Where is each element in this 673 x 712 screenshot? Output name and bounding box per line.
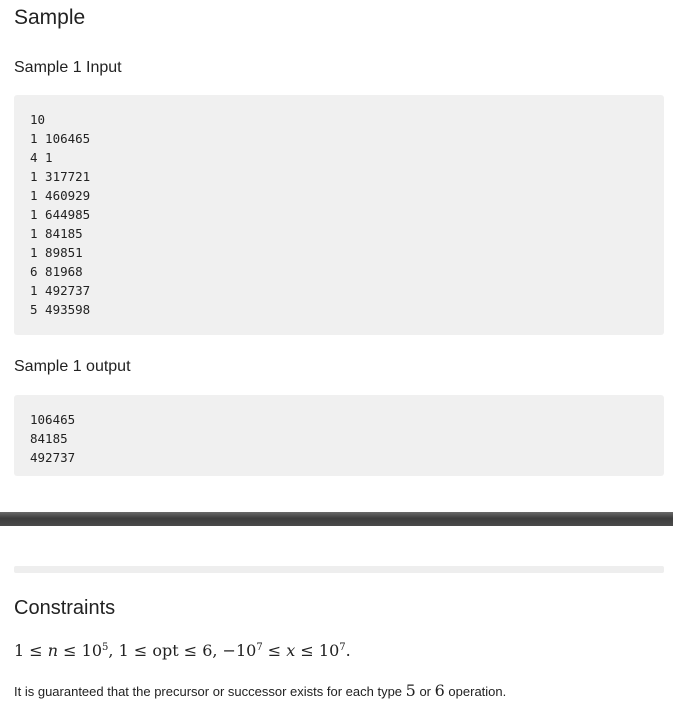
- sample1-input-label: Sample 1 Input: [14, 59, 122, 76]
- input-line: 4 1: [30, 150, 53, 165]
- constraints-formula: [14, 641, 351, 660]
- input-line: 1 317721: [30, 169, 91, 184]
- sample1-output-codeblock[interactable]: [14, 395, 664, 476]
- math-var-x: x: [286, 641, 296, 660]
- math-var-n: n: [47, 641, 59, 660]
- input-line: 1 84185: [30, 226, 83, 241]
- light-divider: [14, 566, 664, 573]
- output-line: 492737: [30, 450, 76, 465]
- guarantee-after: operation.: [444, 684, 507, 699]
- input-line: 1 460929: [30, 188, 91, 203]
- sample1-input-codeblock[interactable]: [14, 95, 664, 335]
- math-text: ≤ 10: [58, 641, 103, 660]
- guarantee-before: It is guaranteed that the precursor or successor exists for each type: [14, 684, 406, 699]
- guarantee-mid: or: [415, 684, 435, 699]
- math-exponent: 7: [339, 642, 346, 653]
- output-line: 106465: [30, 412, 76, 427]
- math-text: ≤: [262, 641, 287, 660]
- guarantee-num-5: 5: [405, 681, 416, 700]
- input-line: 5 493598: [30, 302, 91, 317]
- guarantee-num-6: 6: [434, 681, 445, 700]
- section-divider-bar: [0, 512, 673, 526]
- input-line: 1 106465: [30, 131, 91, 146]
- input-line: 6 81968: [30, 264, 83, 279]
- math-text: , 1 ≤ opt ≤ 6, −10: [108, 641, 257, 660]
- sample1-output-label: Sample 1 output: [14, 358, 131, 375]
- output-line: 84185: [30, 431, 68, 446]
- input-line: 1 644985: [30, 207, 91, 222]
- math-text: ≤ 10: [295, 641, 340, 660]
- input-line: 10: [30, 112, 46, 127]
- sample-heading: Sample: [14, 6, 86, 29]
- math-exponent: 5: [102, 642, 109, 653]
- guarantee-text: [14, 681, 506, 700]
- input-line: 1 492737: [30, 283, 91, 298]
- math-exponent: 7: [256, 642, 263, 653]
- constraints-heading: Constraints: [14, 597, 116, 619]
- input-line: 1 89851: [30, 245, 83, 260]
- math-text: .: [345, 641, 351, 660]
- math-text: 1 ≤: [14, 641, 48, 660]
